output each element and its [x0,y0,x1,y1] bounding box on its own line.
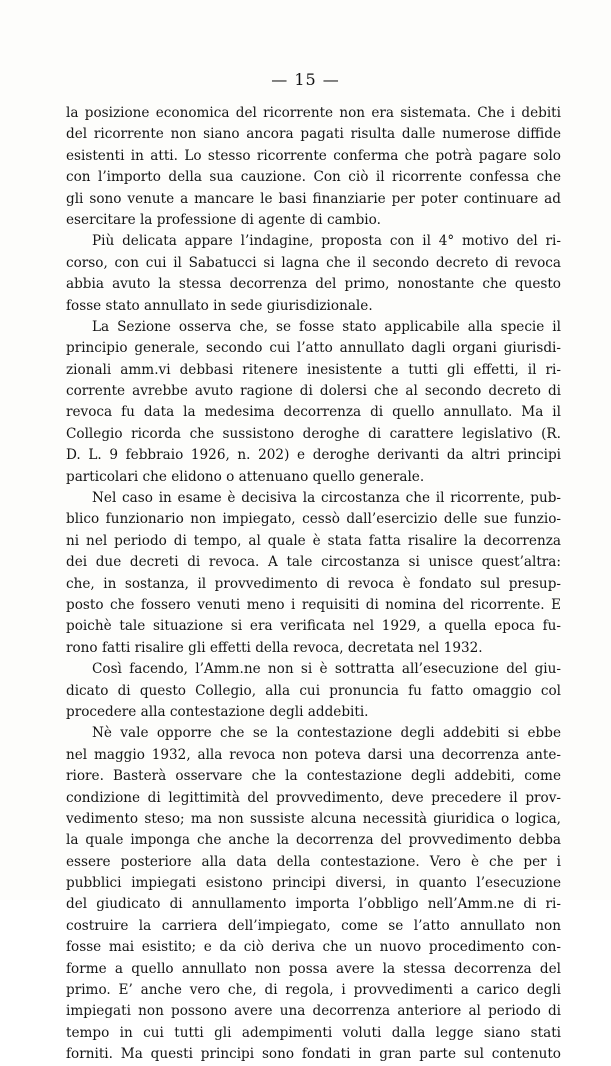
text-line: con l’importo della sua cauzione. Con ciò il ricorrente confessa che [66,169,561,186]
text-line: ni nel periodo di tempo, al quale è stata fatta risalire la decorrenza [66,532,561,549]
page-number: — 15 — [271,70,340,89]
text-line: Nel caso in esame è decisiva la circostanza che il ricorrente, pub- [92,490,561,507]
text-line: principio generale, secondo cui l’atto annullato dagli organi giurisdi- [66,340,561,357]
text-line: riore. Basterà osservare che la contestazione degli addebiti, come [66,768,561,785]
text-line: forme a quello annullato non possa avere la stessa decorrenza del [66,960,561,977]
text-line: posto che fossero venuti meno i requisiti di nomina del ricorrente. E [66,596,561,613]
text-line: Più delicata appare l’indagine, proposta con il 4° motivo del ri- [92,233,561,250]
text-line: dei due decreti di revoca. A tale circostanza si unisce quest’altra: [66,554,561,571]
text-line: esercitare la professione di agente di cambio. [66,211,381,228]
text-line: fosse stato annullato in sede giurisdizionale. [66,297,373,314]
text-line: zionali amm.vi debbasi ritenere inesistente a tutti gli effetti, il ri- [66,361,561,378]
text-line: abbia avuto la stessa decorrenza del primo, nonostante che questo [66,276,561,293]
text-line: costruire la carriera dell’impiegato, come se l’atto annullato non [66,917,561,934]
text-line: gli sono venute a mancare le basi finanziarie per poter continuare ad [66,190,561,207]
text-line: che, in sostanza, il provvedimento di revoca è fondato sul presup- [66,575,561,592]
text-line: la quale imponga che anche la decorrenza del provvedimento debba [66,832,561,849]
body-text [66,103,561,1066]
text-line: Nè vale opporre che se la contestazione degli addebiti si ebbe [92,725,561,742]
text-line: condizione di legittimità del provvedimento, deve precedere il prov- [66,789,561,806]
text-line: esistenti in atti. Lo stesso ricorrente conferma che potrà pagare solo [66,147,561,164]
text-line: Collegio ricorda che sussistono deroghe di carattere legislativo (R. [66,425,561,442]
text-line: primo. E’ anche vero che, di regola, i provvedimenti a carico degli [66,982,561,999]
text-line: pubblici impiegati esistono principi diversi, in quanto l’esecuzione [66,875,561,892]
text-line: blico funzionario non impiegato, cessò dall’esercizio delle sue funzio- [66,511,561,528]
text-line: nel maggio 1932, alla revoca non poteva darsi una decorrenza ante- [66,746,561,763]
text-line: tempo in cui tutti gli adempimenti voluti dalla legge siano stati [66,1024,561,1041]
text-line: dicato di questo Collegio, alla cui pronuncia fu fatto omaggio col [66,682,561,699]
text-line: La Sezione osserva che, se fosse stato applicabile alla specie il [92,318,561,335]
text-line: fosse mai esistito; e da ciò deriva che un nuovo procedimento con- [66,939,561,956]
text-line: corrente avrebbe avuto ragione di dolersi che al secondo decreto di [66,383,561,400]
text-line: del giudicato di annullamento importa l’obbligo nell’Amm.ne di ri- [66,896,561,913]
text-line: Così facendo, l’Amm.ne non si è sottratta all’esecuzione del giu- [92,661,561,678]
text-line: impiegati non possono avere una decorrenza anteriore al periodo di [66,1003,561,1020]
text-line: del ricorrente non siano ancora pagati risulta dalle numerose diffide [66,126,561,143]
text-line: revoca fu data la medesima decorrenza di quello annullato. Ma il [66,404,561,421]
text-line: vedimento steso; ma non sussiste alcuna necessità giuridica o logica, [66,810,561,827]
text-line: la posizione economica del ricorrente non era sistemata. Che i debiti [66,105,561,121]
text-line: essere posteriore alla data della contestazione. Vero è che per i [66,853,561,870]
text-line: poichè tale situazione si era verificata nel 1929, a quella epoca fu- [66,618,561,635]
text-line: procedere alla contestazione degli addebiti. [66,703,369,720]
text-line: particolari che elidono o attenuano quello generale. [66,468,425,485]
text-line: corso, con cui il Sabatucci si lagna che il secondo decreto di revoca [66,254,561,271]
text-line: rono fatti risalire gli effetti della revoca, decretata nel 1932. [66,639,483,656]
text-line: D. L. 9 febbraio 1926, n. 202) e deroghe derivanti da altri principi [66,447,561,464]
text-line: forniti. Ma questi principi sono fondati in gran parte sul contenuto [66,1046,561,1063]
